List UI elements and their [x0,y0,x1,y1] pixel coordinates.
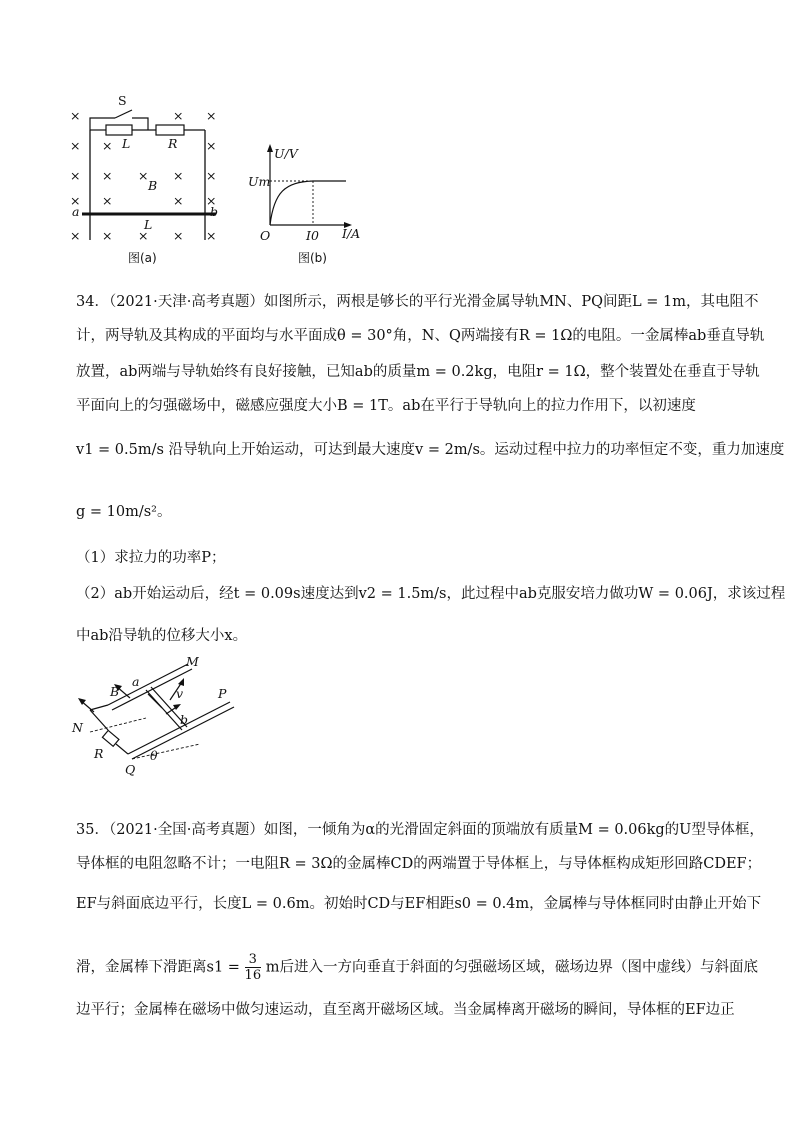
svg-text:×: × [102,138,113,153]
svg-text:×: × [70,108,81,123]
svg-text:Q: Q [125,762,136,777]
svg-text:b: b [210,204,219,219]
p35-line4a: 滑，金属棒下滑距离s1 = [76,959,240,976]
figure-b [240,130,370,270]
svg-text:R: R [94,746,104,761]
figure-a [60,90,240,270]
svg-text:×: × [173,168,184,183]
figure-34 [70,650,250,780]
p35-line2: 导体框的电阻忽略不计；一电阻R = 3Ω的金属棒CD的两端置于导体框上，与导体框构成矩形回路CDEF； [76,856,762,872]
p35-line4b: m后进入一方向垂直于斜面的匀强磁场区域，磁场边界（图中虚线）与斜面底 [265,959,758,976]
p35-line4 [76,952,758,983]
svg-text:×: × [102,193,113,208]
svg-text:M: M [186,654,199,669]
p34-q2a: （2）ab开始运动后，经t = 0.09s速度达到v2 = 1.5m/s，此过程中ab克服安培力做功W = 0.06J，求该过程 [76,586,786,602]
svg-text:L: L [144,217,153,232]
p35-line5: 边平行；金属棒在磁场中做匀速运动，直至离开磁场区域。当金属棒离开磁场的瞬间，导体框的EF边正 [76,1002,735,1018]
svg-text:×: × [70,168,81,183]
inductor [106,125,132,135]
resistor [156,125,184,135]
fig-a-caption: 图(a) [128,251,157,265]
svg-text:×: × [206,138,217,153]
svg-text:U/V: U/V [274,146,298,161]
svg-text:×: × [70,138,81,153]
svg-text:S: S [118,93,127,108]
fraction-3-16: $\frac{3}{16}$ [244,952,262,983]
fig-b-caption: 图(b) [298,251,327,265]
p34-line3: 放置，ab两端与导轨始终有良好接触，已知ab的质量m = 0.2kg，电阻r = 1Ω，整个装置处在垂直于导轨 [76,364,760,380]
svg-text:×: × [206,228,217,243]
svg-text:Um: Um [248,174,271,189]
svg-text:O: O [260,228,271,243]
svg-text:a: a [72,204,80,219]
p34-line6: g = 10m/s²。 [76,504,172,520]
svg-text:N: N [72,720,83,735]
p34-line1: 34．（2021·天津·高考真题）如图所示，两根是够长的平行光滑金属导轨MN、PQ间距L = 1m，其电阻不 [76,294,759,310]
svg-text:a: a [132,674,140,689]
svg-text:×: × [70,193,81,208]
svg-text:P: P [218,686,227,701]
svg-text:×: × [173,228,184,243]
p35-line3: EF与斜面底边平行，长度L = 0.6m。初始时CD与EF相距s0 = 0.4m，金属棒与导体框同时由静止开始下 [76,896,762,912]
p35-line1: 35．（2021·全国·高考真题）如图，一倾角为α的光滑固定斜面的顶端放有质量M = 0.06kg的U型导体框， [76,822,764,838]
svg-text:×: × [173,108,184,123]
svg-text:v: v [176,686,184,701]
svg-text:×: × [102,228,113,243]
svg-text:×: × [138,228,149,243]
svg-text:B: B [148,178,158,193]
svg-text:θ: θ [150,748,158,763]
p34-line4: 平面向上的匀强磁场中，磁感应强度大小B = 1T。ab在平行于导轨向上的拉力作用下，以初速度 [76,398,696,414]
svg-text:b: b [180,712,189,727]
svg-text:×: × [206,108,217,123]
svg-text:×: × [102,168,113,183]
svg-text:R: R [168,136,178,151]
svg-text:×: × [138,168,149,183]
p34-line2: 计，两导轨及其构成的平面均与水平面成θ = 30°角，N、Q两端接有R = 1Ω的电阻。一金属棒ab垂直导轨 [76,328,765,344]
svg-text:×: × [206,193,217,208]
svg-text:B: B [110,684,120,699]
p34-q1: （1）求拉力的功率P； [76,550,226,566]
svg-text:×: × [70,228,81,243]
svg-text:I/A: I/A [342,226,361,241]
svg-text:I0: I0 [306,228,319,243]
p34-line5: v1 = 0.5m/s 沿导轨向上开始运动，可达到最大速度v = 2m/s。运动过程中拉力的功率恒定不变，重力加速度 [76,442,785,458]
p34-q2b: 中ab沿导轨的位移大小x。 [76,628,248,644]
u-i-curve [270,181,346,225]
svg-text:×: × [173,193,184,208]
svg-text:×: × [206,168,217,183]
svg-text:L: L [122,136,131,151]
